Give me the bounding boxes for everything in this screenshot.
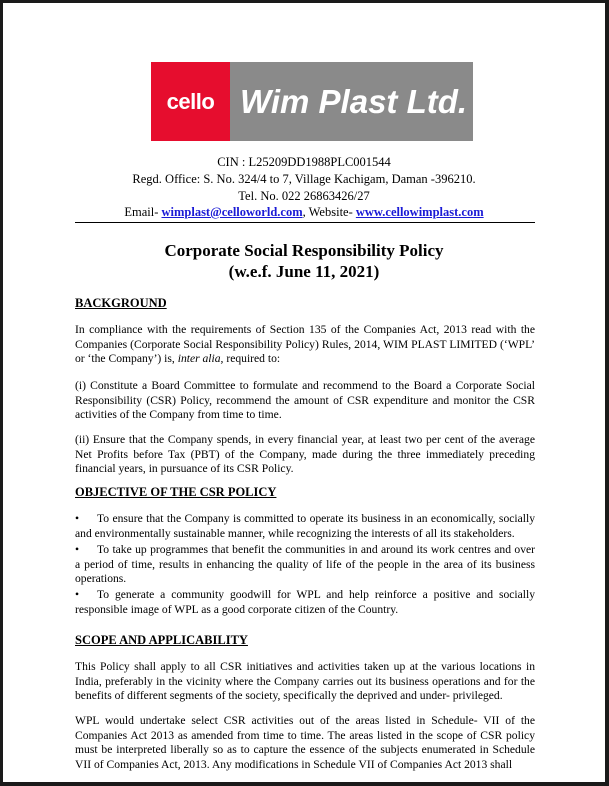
scope-paragraph-1: This Policy shall apply to all CSR initiatives and activities taken up at the various locations in India, preferably in the vicinity where the Company carries out its business operations and for the benefits of different segments of the society, specifically the deprived and under- privileged. — [75, 660, 535, 702]
document-title: Corporate Social Responsibility Policy — [164, 241, 444, 260]
section-heading-scope: SCOPE AND APPLICABILITY — [75, 633, 248, 647]
section-heading-objective: OBJECTIVE OF THE CSR POLICY — [75, 485, 277, 499]
office-address: Regd. Office: S. No. 324/4 to 7, Village Kachigam, Daman -396210. — [132, 172, 476, 186]
website-label: , Website- — [302, 205, 356, 219]
section-heading-background: BACKGROUND — [75, 296, 167, 310]
background-point-2: (ii) Ensure that the Company spends, in every financial year, at least two per cent of the average Net Profits before Tax (PBT) of the Company, made during the three immediately preceding financial years, in pursuance of its CSR Policy. — [75, 433, 535, 475]
logo-brand-text: cello — [166, 88, 215, 114]
objective-item — [75, 512, 535, 541]
contact-line — [3, 204, 605, 220]
email-label: Email- — [124, 205, 162, 219]
scope-paragraph-2: WPL would undertake select CSR activities out of the areas listed in Schedule- VII of the Companies Act 2013 as amended from time to time. The areas listed in the scope of CSR policy must be interpreted liberally so as to capture the essence of the subjects enumerated in Schedule VII of Companies Act, 2013. Any modifications in Schedule VII of Companies Act 2013 shall — [75, 714, 535, 771]
website-link[interactable]: www.cellowimplast.com — [355, 205, 484, 219]
objective-text: To generate a community goodwill for WPL and help reinforce a positive and socially responsible image of WPL as a good corporate citizen of the Country. — [75, 588, 535, 616]
objective-text: To ensure that the Company is committed to operate its business in an economically, socially and environmentally sustainable manner, while recognizing the interests of all its stakeholders. — [75, 512, 535, 540]
cin-line: CIN : L25209DD1988PLC001544 — [217, 155, 391, 169]
document-effective-date: (w.e.f. June 11, 2021) — [228, 262, 380, 281]
background-point-1: (i) Constitute a Board Committee to formulate and recommend to the Board a Corporate Social Responsibility (CSR) Policy, recommend the amount of CSR expenditure and monitor the CSR activities of the Company from time to time. — [75, 379, 535, 421]
objective-item — [75, 588, 535, 617]
objective-text: To take up programmes that benefit the communities in and around its work centres and over a period of time, results in enhancing the quality of life of the people in the area of its business operations. — [75, 543, 535, 585]
background-intro — [75, 323, 535, 367]
objective-item — [75, 543, 535, 587]
bullet-icon: • — [75, 543, 80, 556]
intro-italic: inter alia, — [177, 352, 224, 365]
bullet-icon: • — [75, 512, 80, 525]
intro-text: In compliance with the requirements of Section 135 of the Companies Act, 2013 read with the Companies (Corporate Social Responsibility Policy) Rules, 2014, WIM PLAST LIMITED (‘WPL’ or ‘the Company’) is, — [75, 323, 535, 365]
bullet-icon: • — [75, 588, 80, 601]
header-divider — [75, 222, 535, 223]
cello-logo-mark — [151, 62, 230, 141]
document-page — [3, 3, 605, 782]
intro-text-end: required to: — [223, 352, 281, 365]
email-link[interactable]: wimplast@celloworld.com — [161, 205, 303, 219]
company-logo — [151, 62, 473, 141]
telephone: Tel. No. 022 26863426/27 — [238, 189, 370, 203]
logo-company-name: Wim Plast Ltd. — [240, 82, 468, 120]
